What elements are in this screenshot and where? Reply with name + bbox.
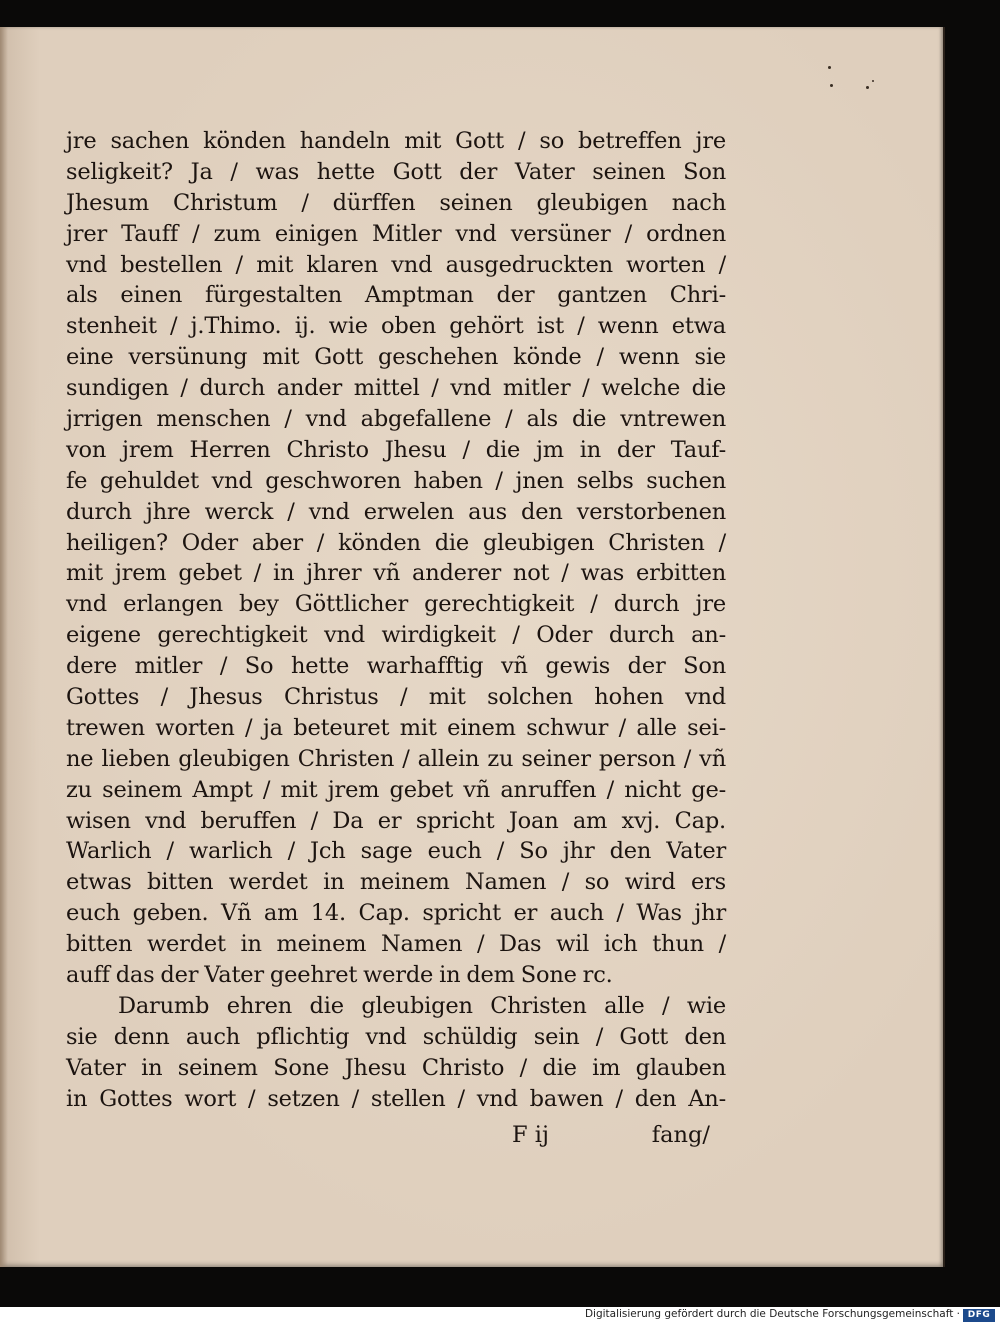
- page-body-text: [66, 126, 726, 1115]
- text-line: stenheit / j.Thimo. ij. wie oben gehört ist / wenn etwa: [66, 313, 726, 340]
- text-line: euch geben. Vñ am 14. Cap. spricht er auch / Was jhr: [66, 900, 726, 927]
- text-line: sie denn auch pflichtig vnd schüldig sein / Gott den: [66, 1023, 726, 1050]
- ink-speck: [872, 80, 874, 82]
- text-line: seligkeit? Ja / was hette Gott der Vater seinen Son: [66, 158, 726, 185]
- page-footer: [66, 1122, 726, 1156]
- text-line: etwas bitten werdet in meinem Namen / so wird ers: [66, 869, 726, 896]
- page-edge: [0, 27, 8, 1267]
- ink-speck: [866, 86, 869, 89]
- text-line: eine versünung mit Gott geschehen könde / wenn sie: [66, 344, 726, 371]
- ink-speck: [828, 66, 831, 69]
- text-line: vnd erlangen bey Göttlicher gerechtigkeit / durch jre: [66, 591, 726, 618]
- text-line: wisen vnd beruffen / Da er spricht Joan am xvj. Cap.: [66, 807, 726, 834]
- text-line: sundigen / durch ander mittel / vnd mitler / welche die: [66, 375, 726, 402]
- catchword: fang/: [651, 1122, 710, 1148]
- ink-speck: [830, 84, 833, 87]
- credit-bar: [0, 1307, 1000, 1324]
- text-line: in Gottes wort / setzen / stellen / vnd bawen / den An-: [66, 1085, 726, 1112]
- text-line: Darumb ehren die gleubigen Christen alle / wie: [118, 992, 726, 1019]
- ink-specks: [826, 66, 886, 96]
- text-line: als einen fürgestalten Amptman der gantzen Chri-: [66, 282, 726, 309]
- text-line: mit jrem gebet / in jhrer vñ anderer not / was erbitten: [66, 560, 726, 587]
- text-line: Warlich / warlich / Jch sage euch / So jhr den Vater: [66, 838, 726, 865]
- text-line: fe gehuldet vnd geschworen haben / jnen selbs suchen: [66, 467, 726, 494]
- text-line: bitten werdet in meinem Namen / Das wil ich thun /: [66, 931, 726, 958]
- text-line: trewen worten / ja beteuret mit einem schwur / alle sei-: [66, 714, 726, 741]
- text-line: Jhesum Christum / dürffen seinen gleubigen nach: [66, 189, 726, 216]
- text-line: dere mitler / So hette warhafftig vñ gewis der Son: [66, 653, 726, 680]
- text-line: Gottes / Jhesus Christus / mit solchen hohen vnd: [66, 684, 726, 711]
- text-line: Vater in seinem Sone Jhesu Christo / die im glauben: [66, 1054, 726, 1081]
- signature-mark: F ij: [512, 1122, 549, 1148]
- text-line: von jrem Herren Christo Jhesu / die jm in der Tauf-: [66, 436, 726, 463]
- text-line: jre sachen könden handeln mit Gott / so betreffen jre: [66, 128, 726, 154]
- text-line: ne lieben gleubigen Christen / allein zu seiner person / vñ: [66, 745, 726, 772]
- text-line: auff das der Vater geehret werde in dem Sone rc.: [66, 962, 613, 989]
- text-line: vnd bestellen / mit klaren vnd ausgedruckten worten /: [66, 251, 726, 278]
- text-line: eigene gerechtigkeit vnd wirdigkeit / Oder durch an-: [66, 622, 726, 649]
- credit-text: Digitalisierung gefördert durch die Deutsche Forschungsgemeinschaft ·: [584, 1308, 960, 1320]
- text-line: heiligen? Oder aber / könden die gleubigen Christen /: [66, 529, 726, 556]
- dfg-logo-icon[interactable]: DFG: [963, 1309, 995, 1322]
- text-line: jrrigen menschen / vnd abgefallene / als die vntrewen: [66, 406, 726, 433]
- text-line: durch jhre werck / vnd erwelen aus den verstorbenen: [66, 498, 726, 525]
- text-line: jrer Tauff / zum einigen Mitler vnd versüner / ordnen: [66, 220, 726, 247]
- text-line: zu seinem Ampt / mit jrem gebet vñ anruffen / nicht ge-: [66, 776, 726, 803]
